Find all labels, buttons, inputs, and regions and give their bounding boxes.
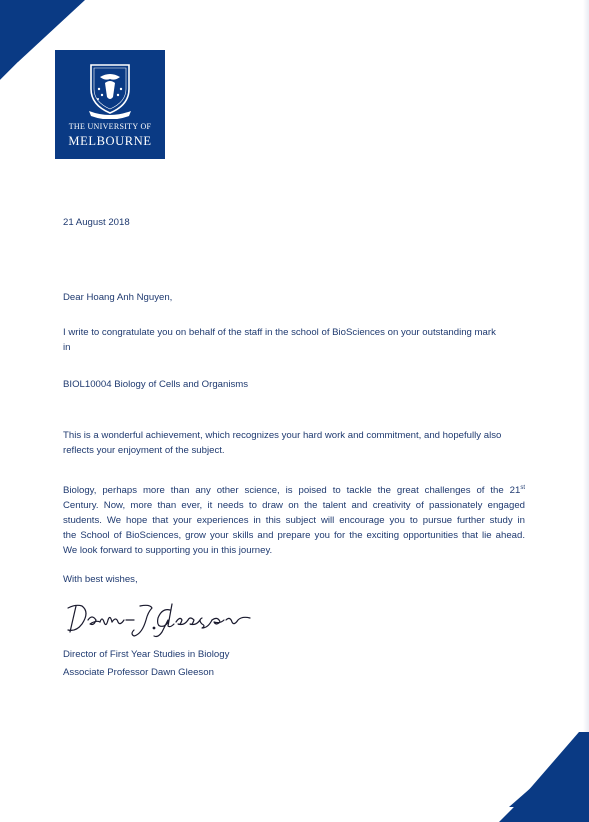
paragraph-line: the School of BioSciences, grow your skills and prepare you for the exciting opportunities that lie ahead.: [63, 530, 525, 541]
paragraph-line: reflects your enjoyment of the subject.: [63, 445, 225, 456]
paragraph-line: Century. Now, more than ever, it needs to draw on the talent and creativity of passionately engaged: [63, 500, 525, 511]
subject-name: BIOL10004 Biology of Cells and Organisms: [63, 379, 249, 390]
letter-date: 21 August 2018: [63, 217, 130, 228]
paragraph-line: This is a wonderful achievement, which recognizes your hard work and commitment, and hopefully also: [63, 430, 502, 441]
superscript-st: st: [520, 485, 525, 491]
salutation: Dear Hoang Anh Nguyen,: [63, 292, 173, 303]
handwritten-signature-icon: [62, 598, 262, 640]
signatory-name: Associate Professor Dawn Gleeson: [63, 667, 214, 678]
university-logo: [55, 50, 165, 159]
paragraph-achievement: [63, 428, 525, 458]
university-name-line1: THE UNIVERSITY OF: [68, 122, 152, 131]
paragraph-line-text: Biology, perhaps more than any other science, is poised to tackle the great challenges of the 21: [63, 485, 521, 496]
university-crest-icon: [85, 59, 135, 119]
university-name-line2: MELBOURNE: [68, 134, 152, 148]
paragraph-congratulations: [63, 325, 525, 355]
paragraph-line: I write to congratulate you on behalf of the staff in the school of BioSciences on your outstanding mark: [63, 327, 496, 338]
paragraph-line: students. We hope that your experiences in this subject will encourage you to pursue further study in: [63, 515, 525, 526]
signatory-title: Director of First Year Studies in Biology: [63, 649, 230, 660]
paragraph-line: in: [63, 342, 71, 353]
page-edge-shadow: [583, 0, 589, 822]
paragraph-biology: [63, 481, 525, 558]
closing: With best wishes,: [63, 574, 138, 585]
paragraph-line: We look forward to supporting you in this journey.: [63, 545, 273, 556]
paragraph-line: [63, 481, 525, 498]
bottom-right-corner-decoration: [499, 732, 589, 822]
